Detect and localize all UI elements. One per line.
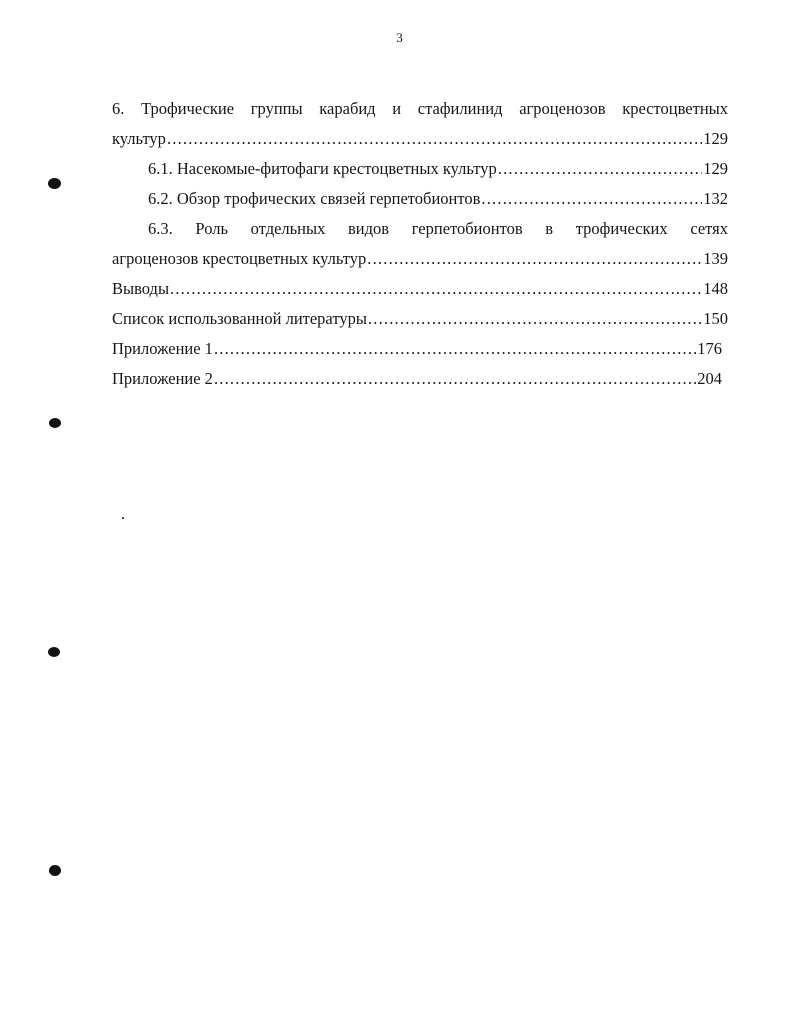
toc-entry-title: агроценозов крестоцветных культур (112, 249, 367, 268)
toc-entry-title: культур (112, 129, 166, 148)
toc-entry-6-2 (112, 184, 728, 214)
binder-hole-mark (48, 647, 60, 657)
dot-leader (170, 274, 702, 304)
toc-entry-references (112, 304, 728, 334)
binder-hole-mark (48, 178, 61, 189)
toc-entry-page: 139 (703, 249, 728, 268)
toc-entry-page: 132 (703, 189, 728, 208)
dot-leader (498, 154, 702, 184)
dot-leader (167, 124, 702, 154)
binder-hole-mark (49, 418, 61, 428)
dot-leader (367, 244, 702, 274)
dot-leader (481, 184, 702, 214)
scan-speck (122, 517, 124, 519)
toc-entry-6-line1: 6. Трофические группы карабид и стафилинид агроценозов крестоцветных (112, 99, 728, 118)
toc-entry-6-3 (112, 244, 728, 274)
dot-leader (214, 334, 696, 364)
toc-entry-title: Список использованной литературы (112, 309, 367, 328)
toc-entry-conclusions (112, 274, 728, 304)
table-of-contents (112, 94, 728, 394)
toc-entry-title: 6.2. Обзор трофических связей герпетобионтов (148, 189, 481, 208)
toc-entry-appendix-1 (112, 334, 722, 364)
dot-leader (214, 364, 696, 394)
binder-hole-mark (49, 865, 61, 876)
page-number: 3 (396, 30, 403, 45)
toc-entry-6-1 (112, 154, 728, 184)
toc-entry-page: 129 (703, 129, 728, 148)
toc-entry-page: 148 (703, 279, 728, 298)
toc-entry-title: 6.1. Насекомые-фитофаги крестоцветных культур (148, 159, 497, 178)
toc-entry-6 (112, 124, 728, 154)
toc-entry-page: 150 (703, 309, 728, 328)
toc-entry-title: Приложение 2 (112, 369, 213, 388)
toc-entry-page: 129 (703, 159, 728, 178)
toc-entry-appendix-2 (112, 364, 722, 394)
toc-entry-6-3-line1: 6.3. Роль отдельных видов герпетобионтов в трофических сетях (148, 219, 728, 238)
toc-entry-page: 176 (697, 339, 722, 358)
toc-entry-title: Выводы (112, 279, 170, 298)
dot-leader (368, 304, 702, 334)
toc-entry-title: Приложение 1 (112, 339, 213, 358)
toc-entry-page: 204 (697, 369, 722, 388)
